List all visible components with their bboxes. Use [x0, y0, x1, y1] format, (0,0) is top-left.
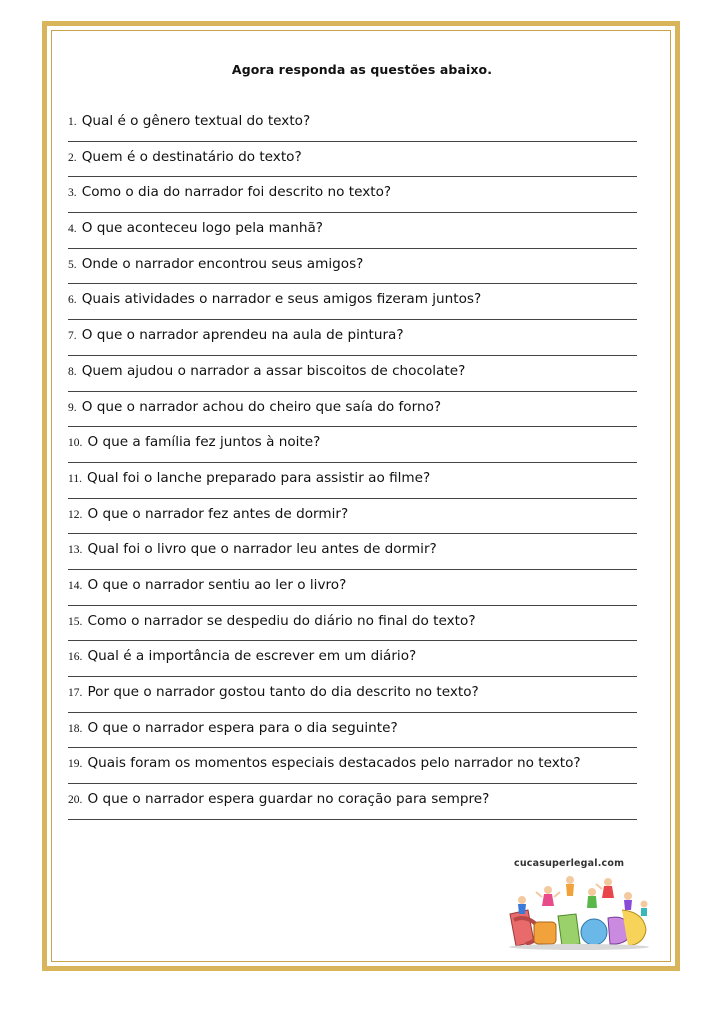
question-text: O que o narrador aprendeu na aula de pintura? [81, 327, 404, 344]
question-number: 10. [68, 437, 83, 450]
question-number: 5. [68, 258, 77, 271]
question-number: 11. [68, 472, 82, 485]
question-item [68, 142, 637, 178]
question-text: Quem é o destinatário do texto? [81, 148, 302, 165]
question-number: 14. [68, 579, 83, 592]
question-text: Onde o narrador encontrou seus amigos? [81, 255, 364, 272]
question-number: 9. [68, 401, 77, 414]
question-item [68, 499, 637, 535]
question-text: O que o narrador achou do cheiro que saía do forno? [81, 398, 442, 415]
question-item [68, 106, 637, 142]
question-text: Qual foi o livro que o narrador leu antes de dormir? [87, 541, 437, 558]
question-number: 8. [68, 365, 77, 378]
question-line [68, 752, 581, 771]
question-item [68, 677, 637, 713]
question-line [68, 538, 437, 557]
question-number: 13. [68, 544, 83, 557]
question-item [68, 284, 637, 320]
children-playing-icon [504, 870, 654, 950]
question-text: Qual é a importância de escrever em um diário? [87, 648, 417, 665]
question-item [68, 641, 637, 677]
question-number: 3. [68, 187, 77, 200]
question-number: 12. [68, 508, 83, 521]
question-text: Por que o narrador gostou tanto do dia descrito no texto? [87, 684, 479, 700]
question-line [68, 146, 302, 165]
question-text: Quais atividades o narrador e seus amigos fizeram juntos? [81, 291, 482, 308]
question-number: 20. [68, 794, 83, 807]
question-text: Qual é o gênero textual do texto? [81, 113, 311, 129]
question-item [68, 463, 637, 499]
question-text: O que o narrador sentiu ao ler o livro? [87, 576, 347, 593]
site-logo-text: cucasuperlegal.com [514, 858, 625, 869]
question-item [68, 713, 637, 749]
question-item [68, 177, 637, 213]
question-number: 7. [68, 330, 77, 343]
worksheet-title: Agora responda as questões abaixo. [231, 62, 493, 77]
question-line [68, 645, 416, 664]
question-line [68, 574, 346, 593]
question-line [68, 717, 398, 736]
question-number: 4. [68, 223, 77, 236]
question-text: O que o narrador espera guardar no coração para sempre? [87, 791, 490, 808]
question-line [68, 253, 363, 272]
question-item [68, 784, 637, 820]
question-item [68, 534, 637, 570]
question-line [68, 610, 476, 629]
question-item [68, 392, 637, 428]
question-line [68, 181, 391, 200]
question-line [68, 788, 489, 807]
question-item [68, 356, 637, 392]
question-item [68, 748, 637, 784]
question-line [68, 396, 441, 415]
question-line [68, 324, 404, 343]
question-item [68, 606, 637, 642]
question-line [68, 503, 348, 522]
question-line [68, 217, 323, 236]
question-text: O que o narrador espera para o dia seguinte? [87, 719, 398, 736]
question-line [68, 681, 479, 700]
question-item [68, 427, 637, 463]
question-text: Quem ajudou o narrador a assar biscoitos de chocolate? [81, 362, 466, 379]
question-item [68, 570, 637, 606]
question-line [68, 431, 320, 450]
question-number: 1. [68, 116, 77, 128]
question-number: 18. [68, 722, 83, 735]
question-text: Como o narrador se despediu do diário no final do texto? [87, 612, 476, 629]
question-list [68, 106, 637, 820]
question-number: 15. [68, 615, 83, 628]
question-line [68, 360, 465, 379]
question-item [68, 320, 637, 356]
question-text: O que o narrador fez antes de dormir? [87, 505, 349, 522]
site-logo [504, 858, 654, 950]
question-line [68, 288, 481, 307]
question-text: O que aconteceu logo pela manhã? [81, 220, 324, 237]
question-number: 6. [68, 294, 77, 307]
question-text: Qual foi o lanche preparado para assistir ao filme? [87, 469, 431, 486]
question-number: 17. [68, 687, 83, 699]
question-text: Quais foram os momentos especiais destacados pelo narrador no texto? [87, 755, 581, 772]
question-text: O que a família fez juntos à noite? [87, 434, 321, 451]
question-line [68, 467, 430, 486]
question-item [68, 213, 637, 249]
question-number: 2. [68, 151, 77, 164]
question-number: 16. [68, 651, 83, 664]
question-item [68, 249, 637, 285]
question-line [68, 110, 310, 129]
question-text: Como o dia do narrador foi descrito no texto? [81, 184, 392, 201]
question-number: 19. [68, 758, 83, 771]
